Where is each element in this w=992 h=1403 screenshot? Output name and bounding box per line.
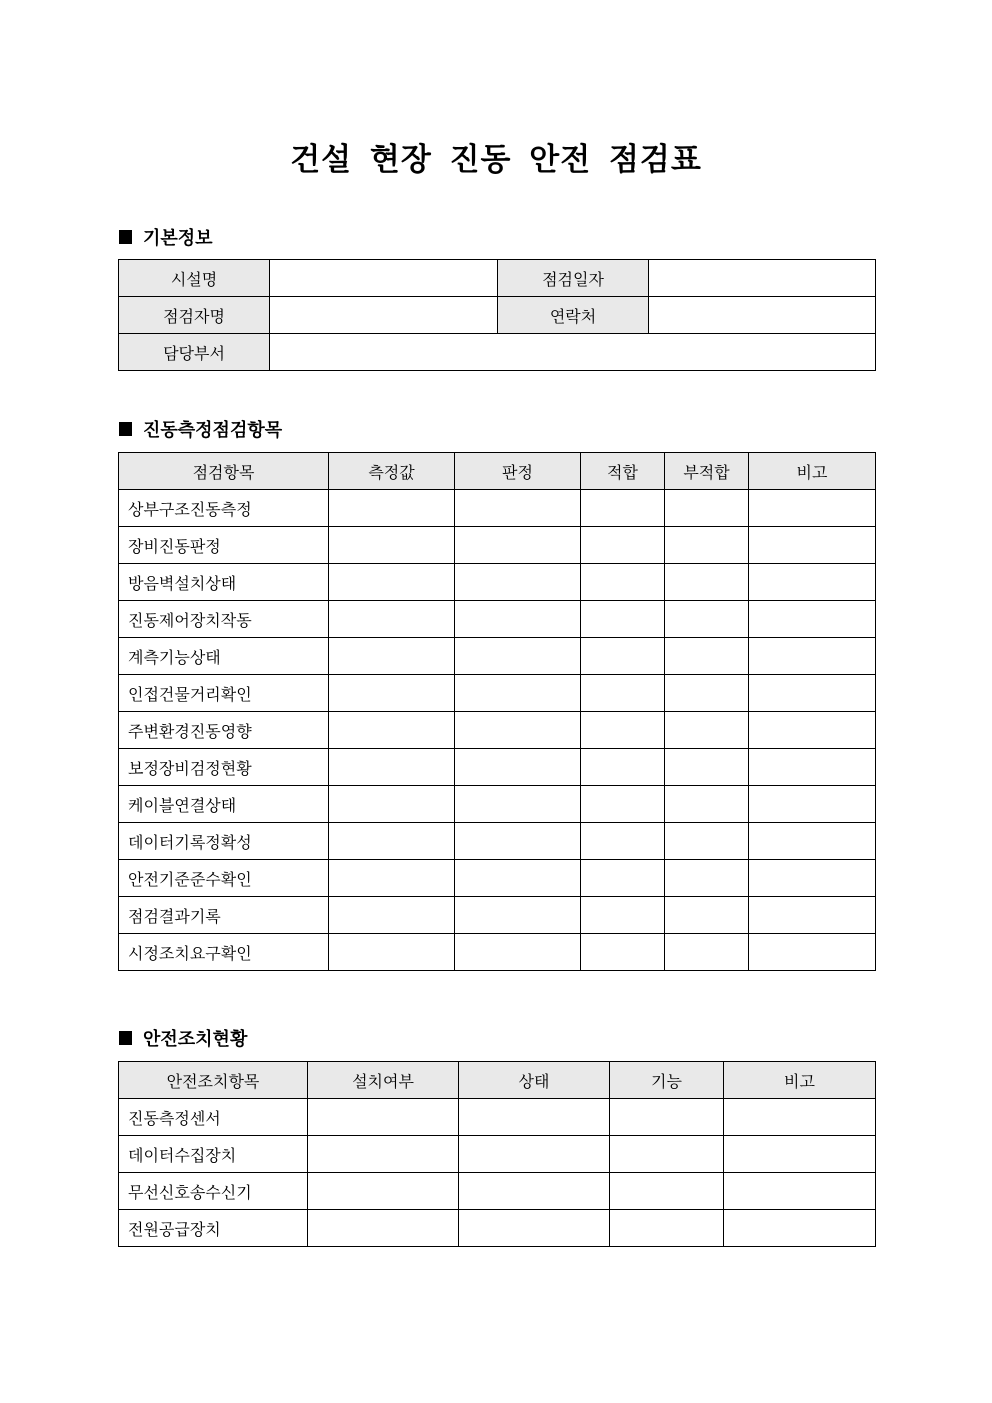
basic-info-table: [118, 259, 876, 371]
entry-cell[interactable]: [455, 934, 581, 971]
row-item-label: 데이터수집장치: [119, 1136, 308, 1173]
table-row: [119, 897, 876, 934]
field-label-department: 담당부서: [119, 334, 270, 371]
row-item-label: 인접건물거리확인: [119, 675, 329, 712]
entry-cell[interactable]: [455, 527, 581, 564]
entry-cell[interactable]: [665, 490, 749, 527]
entry-cell[interactable]: [665, 823, 749, 860]
row-item-label: 보정장비검정현황: [119, 749, 329, 786]
table-row: [119, 564, 876, 601]
table-row: [119, 749, 876, 786]
entry-cell[interactable]: [749, 786, 876, 823]
entry-cell[interactable]: [329, 897, 455, 934]
entry-cell[interactable]: [459, 1210, 610, 1247]
entry-cell[interactable]: [665, 897, 749, 934]
entry-cell[interactable]: [581, 786, 665, 823]
row-item-label: 방음벽설치상태: [119, 564, 329, 601]
column-header-fail: 부적합: [665, 453, 749, 490]
inspection-date-field[interactable]: [649, 260, 876, 297]
table-header-row: [119, 453, 876, 490]
entry-cell[interactable]: [610, 1136, 724, 1173]
table-row: [119, 1173, 876, 1210]
entry-cell[interactable]: [665, 749, 749, 786]
table-header-row: [119, 1062, 876, 1099]
column-header-installed: 설치여부: [308, 1062, 459, 1099]
row-item-label: 데이터기록정확성: [119, 823, 329, 860]
table-row: [119, 934, 876, 971]
entry-cell[interactable]: [665, 860, 749, 897]
entry-cell[interactable]: [581, 564, 665, 601]
entry-cell[interactable]: [581, 749, 665, 786]
entry-cell[interactable]: [665, 786, 749, 823]
column-header-safety-item: 안전조치항목: [119, 1062, 308, 1099]
entry-cell[interactable]: [610, 1173, 724, 1210]
entry-cell[interactable]: [749, 527, 876, 564]
table-row: [119, 297, 876, 334]
entry-cell[interactable]: [581, 712, 665, 749]
table-row: [119, 1136, 876, 1173]
entry-cell[interactable]: [459, 1136, 610, 1173]
entry-cell[interactable]: [749, 564, 876, 601]
column-header-status: 상태: [459, 1062, 610, 1099]
column-header-measured-value: 측정값: [329, 453, 455, 490]
entry-cell[interactable]: [329, 860, 455, 897]
entry-cell[interactable]: [329, 934, 455, 971]
table-row: [119, 638, 876, 675]
entry-cell[interactable]: [329, 490, 455, 527]
row-item-label: 무선신호송수신기: [119, 1173, 308, 1210]
inspector-name-field[interactable]: [270, 297, 498, 334]
table-row: [119, 860, 876, 897]
entry-cell[interactable]: [455, 675, 581, 712]
entry-cell[interactable]: [724, 1210, 876, 1247]
entry-cell[interactable]: [749, 749, 876, 786]
table-row: [119, 712, 876, 749]
entry-cell[interactable]: [749, 675, 876, 712]
column-header-remarks: 비고: [749, 453, 876, 490]
page-title: 건설 현장 진동 안전 점검표: [290, 142, 702, 178]
row-item-label: 장비진동판정: [119, 527, 329, 564]
entry-cell[interactable]: [459, 1173, 610, 1210]
entry-cell[interactable]: [455, 786, 581, 823]
row-item-label: 계측기능상태: [119, 638, 329, 675]
field-label-facility-name: 시설명: [119, 260, 270, 297]
row-item-label: 진동측정센서: [119, 1099, 308, 1136]
table-row: [119, 601, 876, 638]
entry-cell[interactable]: [329, 527, 455, 564]
section-heading-safety-measures: [119, 1025, 247, 1051]
square-bullet-icon: [119, 422, 132, 436]
column-header-judgment: 판정: [455, 453, 581, 490]
row-item-label: 주변환경진동영향: [119, 712, 329, 749]
entry-cell[interactable]: [610, 1210, 724, 1247]
entry-cell[interactable]: [749, 601, 876, 638]
field-label-inspector-name: 점검자명: [119, 297, 270, 334]
section-heading-label: 진동측정점검항목: [143, 420, 283, 441]
entry-cell[interactable]: [749, 823, 876, 860]
entry-cell[interactable]: [749, 712, 876, 749]
entry-cell[interactable]: [329, 564, 455, 601]
section-heading-label: 안전조치현황: [143, 1029, 248, 1050]
column-header-check-item: 점검항목: [119, 453, 329, 490]
row-item-label: 시정조치요구확인: [119, 934, 329, 971]
entry-cell[interactable]: [665, 675, 749, 712]
entry-cell[interactable]: [308, 1099, 459, 1136]
entry-cell[interactable]: [455, 749, 581, 786]
entry-cell[interactable]: [308, 1210, 459, 1247]
entry-cell[interactable]: [665, 934, 749, 971]
table-row: [119, 786, 876, 823]
table-row: [119, 334, 876, 371]
entry-cell[interactable]: [610, 1099, 724, 1136]
section-heading-vibration-check: [119, 416, 282, 442]
column-header-function: 기능: [610, 1062, 724, 1099]
entry-cell[interactable]: [581, 638, 665, 675]
entry-cell[interactable]: [329, 638, 455, 675]
entry-cell[interactable]: [724, 1173, 876, 1210]
entry-cell[interactable]: [749, 638, 876, 675]
entry-cell[interactable]: [581, 860, 665, 897]
entry-cell[interactable]: [665, 601, 749, 638]
entry-cell[interactable]: [665, 712, 749, 749]
entry-cell[interactable]: [581, 527, 665, 564]
facility-name-field[interactable]: [270, 260, 498, 297]
safety-measures-table: [118, 1061, 876, 1247]
row-item-label: 전원공급장치: [119, 1210, 308, 1247]
square-bullet-icon: [119, 230, 132, 244]
section-heading-label: 기본정보: [143, 228, 213, 249]
column-header-pass: 적합: [581, 453, 665, 490]
entry-cell[interactable]: [749, 860, 876, 897]
table-row: [119, 823, 876, 860]
entry-cell[interactable]: [581, 601, 665, 638]
row-item-label: 점검결과기록: [119, 897, 329, 934]
entry-cell[interactable]: [665, 638, 749, 675]
entry-cell[interactable]: [455, 601, 581, 638]
row-item-label: 케이블연결상태: [119, 786, 329, 823]
department-field[interactable]: [270, 334, 876, 371]
field-label-inspection-date: 점검일자: [498, 260, 649, 297]
column-header-remarks: 비고: [724, 1062, 876, 1099]
entry-cell[interactable]: [581, 897, 665, 934]
entry-cell[interactable]: [749, 934, 876, 971]
entry-cell[interactable]: [665, 527, 749, 564]
table-row: [119, 260, 876, 297]
row-item-label: 상부구조진동측정: [119, 490, 329, 527]
entry-cell[interactable]: [329, 786, 455, 823]
row-item-label: 안전기준준수확인: [119, 860, 329, 897]
entry-cell[interactable]: [749, 897, 876, 934]
table-row: [119, 490, 876, 527]
entry-cell[interactable]: [308, 1136, 459, 1173]
entry-cell[interactable]: [455, 860, 581, 897]
entry-cell[interactable]: [455, 823, 581, 860]
table-row: [119, 1210, 876, 1247]
section-heading-basic-info: [119, 224, 213, 250]
square-bullet-icon: [119, 1031, 132, 1045]
entry-cell[interactable]: [581, 823, 665, 860]
entry-cell[interactable]: [581, 490, 665, 527]
entry-cell[interactable]: [308, 1173, 459, 1210]
field-label-contact: 연락처: [498, 297, 649, 334]
entry-cell[interactable]: [455, 564, 581, 601]
entry-cell[interactable]: [455, 638, 581, 675]
entry-cell[interactable]: [329, 823, 455, 860]
entry-cell[interactable]: [749, 490, 876, 527]
row-item-label: 진동제어장치작동: [119, 601, 329, 638]
entry-cell[interactable]: [665, 564, 749, 601]
entry-cell[interactable]: [455, 712, 581, 749]
entry-cell[interactable]: [581, 934, 665, 971]
table-row: [119, 675, 876, 712]
entry-cell[interactable]: [329, 601, 455, 638]
entry-cell[interactable]: [724, 1099, 876, 1136]
entry-cell[interactable]: [581, 675, 665, 712]
table-row: [119, 527, 876, 564]
entry-cell[interactable]: [455, 897, 581, 934]
entry-cell[interactable]: [329, 675, 455, 712]
entry-cell[interactable]: [329, 712, 455, 749]
entry-cell[interactable]: [724, 1136, 876, 1173]
contact-field[interactable]: [649, 297, 876, 334]
entry-cell[interactable]: [329, 749, 455, 786]
vibration-check-table: [118, 452, 876, 971]
entry-cell[interactable]: [459, 1099, 610, 1136]
table-row: [119, 1099, 876, 1136]
entry-cell[interactable]: [455, 490, 581, 527]
